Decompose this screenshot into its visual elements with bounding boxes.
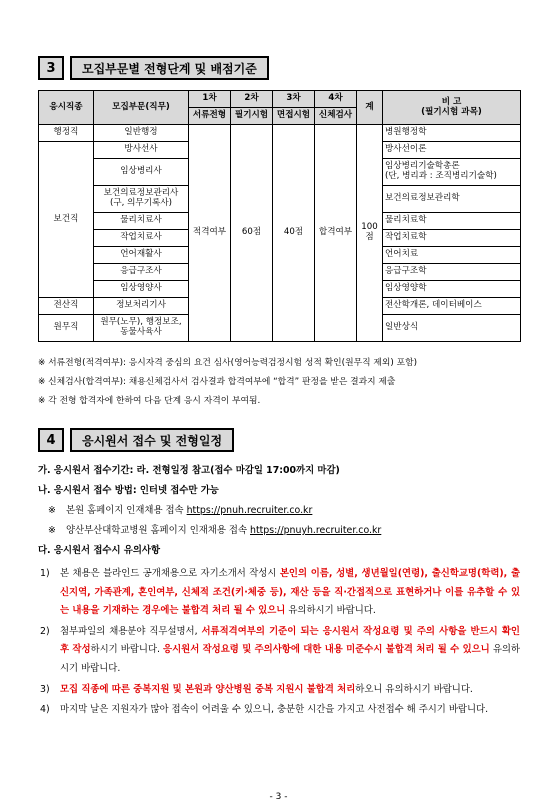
- section-3-number: 3: [38, 56, 64, 80]
- header-step4: 4차: [315, 91, 357, 108]
- dept-cell: 임상병리사: [94, 159, 189, 186]
- application-period: 가. 응시원서 접수기간: 라. 전형일정 참고(접수 마감일 17:00까지 마감): [38, 465, 340, 476]
- header-step1: 1차: [189, 91, 231, 108]
- list-item: 2) 첨부파일의 채용분야 직무설명서, 서류적격여부의 기준이 되는 응시원서 작성요령 및 주의 사항을 반드시 확인 후 작성하시기 바랍니다. 응시원서 작성요령 및 주의사항에 대한 내용 미준수시 불합격 처리 될 수 있으니 유의하시기 바랍니다.: [40, 625, 520, 674]
- group-staff: 원무직: [39, 315, 94, 342]
- section-3-title: 모집부문별 전형단계 및 배점기준: [70, 56, 269, 80]
- list-item: 1) 본 채용은 블라인드 공개채용으로 자기소개서 작성시 본인의 이름, 성별, 생년월일(연령), 출신학교명(학력), 출신지역, 가족관계, 혼인여부, 신체적 조건(키·체중 등), 재산 등을 직·간접적으로 표현하거나 이를 유추할 수 있는 내용을 기재하는 경우에는 불합격 처리 될 수 있으니 유의하시기 바랍니다.: [40, 568, 520, 617]
- stage-physical-value: 합격여부: [315, 125, 357, 342]
- section-4-body: [38, 461, 520, 722]
- note-cell: 작업치료학: [383, 230, 521, 247]
- list-item: 4) 마지막 날은 지원자가 많아 접속이 어려울 수 있으니, 충분한 시간을 가지고 사전접수 해 주시기 바랍니다.: [40, 704, 489, 716]
- dept-cell: 방사선사: [94, 142, 189, 159]
- dept-cell: 응급구조사: [94, 264, 189, 281]
- note-cell: 물리치료학: [383, 213, 521, 230]
- pnuh-link[interactable]: https://pnuh.recruiter.co.kr: [186, 505, 313, 516]
- note-mark: ※: [48, 525, 56, 536]
- group-health: 보건직: [39, 142, 94, 298]
- note-cell: 언어치료: [383, 247, 521, 264]
- note-cell: 임상병리기술학총론 (단, 병리과 : 조직병리기술학): [383, 159, 521, 186]
- header-note: 비 고 (필기시험 과목): [383, 91, 521, 125]
- note-cell: 일반상식: [383, 315, 521, 342]
- stage-interview-value: 40점: [273, 125, 315, 342]
- stage-total-value: 100점: [357, 125, 383, 342]
- header-dept: 모집부문(직무): [94, 91, 189, 125]
- page-number: - 3 -: [269, 792, 288, 802]
- header-doc-screening: 서류전형: [189, 108, 231, 125]
- header-field: 응시직종: [39, 91, 94, 125]
- header-written-exam: 필기시험: [231, 108, 273, 125]
- group-admin: 행정직: [39, 125, 94, 142]
- application-method: 나. 응시원서 접수 방법: 인터넷 접수만 가능: [38, 485, 219, 496]
- note-cell: 임상영양학: [383, 281, 521, 298]
- dept-cell: 임상영양사: [94, 281, 189, 298]
- note-line: ※ 서류전형(적격여부): 응시자격 중심의 요건 심사(영어능력검정시험 성적 확인(원무직 제외) 포함): [38, 358, 418, 368]
- selection-stage-table: [38, 90, 521, 342]
- dept-cell: 보건의료정보관리사 (구, 의무기록사): [94, 186, 189, 213]
- table-notes: [38, 354, 520, 411]
- note-cell: 전산학개론, 데이터베이스: [383, 298, 521, 315]
- note-line: ※ 각 전형 합격자에 한하여 다음 단계 응시 자격이 부여됨.: [38, 396, 261, 406]
- note-cell: 보건의료정보관리학: [383, 186, 521, 213]
- header-interview: 면접시험: [273, 108, 315, 125]
- list-item: 3) 모집 직종에 따른 중복지원 및 본원과 양산병원 중복 지원시 불합격 처리하오니 유의하시기 바랍니다.: [40, 683, 473, 695]
- section-4-heading: [38, 428, 234, 452]
- method-line-1: ※ 본원 홈페이지 인재채용 접속 https://pnuh.recruiter.co.kr: [38, 501, 520, 521]
- table-row: [39, 125, 521, 142]
- pnuyh-link[interactable]: https://pnuyh.recruiter.co.kr: [250, 525, 382, 536]
- note-cell: 응급구조학: [383, 264, 521, 281]
- note-line: ※ 신체검사(합격여부): 채용신체검사서 검사결과 합격여부에 “합격” 판정을 받은 결과지 제출: [38, 377, 396, 387]
- note-mark: ※: [48, 505, 56, 516]
- dept-cell: 정보처리기사: [94, 298, 189, 315]
- precautions-heading: 다. 응시원서 접수시 유의사항: [38, 545, 161, 556]
- header-step2: 2차: [231, 91, 273, 108]
- dept-cell: 물리치료사: [94, 213, 189, 230]
- dept-cell: 원무(노무), 행정보조, 동물사육사: [94, 315, 189, 342]
- section-3-heading: [38, 56, 269, 80]
- section-4-title: 응시원서 접수 및 전형일정: [70, 428, 234, 452]
- section-4-number: 4: [38, 428, 64, 452]
- note-cell: 병원행정학: [383, 125, 521, 142]
- method-line-2: ※ 양산부산대학교병원 홈페이지 인재채용 접속 https://pnuyh.recruiter.co.kr: [38, 521, 520, 541]
- group-it: 전산직: [39, 298, 94, 315]
- dept-cell: 언어재활사: [94, 247, 189, 264]
- header-total: 계: [357, 91, 383, 125]
- note-cell: 방사선이론: [383, 142, 521, 159]
- dept-cell: 일반행정: [94, 125, 189, 142]
- stage-written-value: 60점: [231, 125, 273, 342]
- dept-cell: 작업치료사: [94, 230, 189, 247]
- header-step3: 3차: [273, 91, 315, 108]
- precautions-list: [38, 565, 520, 720]
- header-physical-exam: 신체검사: [315, 108, 357, 125]
- stage-doc-value: 적격여부: [189, 125, 231, 342]
